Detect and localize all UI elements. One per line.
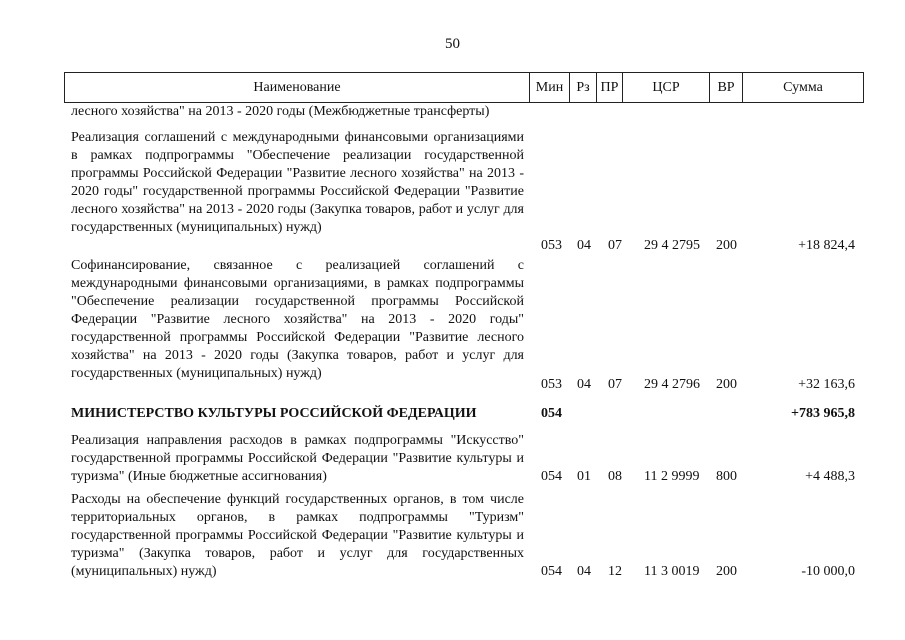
row-rz: 04 xyxy=(577,238,591,253)
header-name: Наименование xyxy=(65,73,530,102)
table-row xyxy=(0,405,905,423)
table-row xyxy=(0,129,905,255)
header-min: Мин xyxy=(530,73,570,102)
row-rz: 04 xyxy=(577,377,591,392)
row-vr: 200 xyxy=(716,564,737,579)
row-min: 053 xyxy=(541,377,562,392)
row-vr: 800 xyxy=(716,469,737,484)
row-min: 054 xyxy=(541,406,562,421)
header-pr: ПР xyxy=(597,73,623,102)
row-csr: 11 3 0019 xyxy=(644,564,700,579)
row-sum: -10 000,0 xyxy=(801,564,855,579)
row-csr: 11 2 9999 xyxy=(644,469,700,484)
header-rz: Рз xyxy=(570,73,597,102)
row-rz: 04 xyxy=(577,564,591,579)
header-vr: ВР xyxy=(710,73,743,102)
page-number: 50 xyxy=(445,36,460,52)
row-csr: 29 4 2796 xyxy=(644,377,700,392)
header-csr: ЦСР xyxy=(623,73,710,102)
row-name: лесного хозяйства" на 2013 - 2020 годы (Межбюджетные трансферты) xyxy=(71,104,490,119)
row-rz: 01 xyxy=(577,469,591,484)
table-row xyxy=(0,257,905,394)
table-row xyxy=(0,491,905,581)
row-vr: 200 xyxy=(716,377,737,392)
row-csr: 29 4 2795 xyxy=(644,238,700,253)
table-row xyxy=(0,432,905,486)
row-name: Расходы на обеспечение функций государственных органов, в том числе территориальных органов, в рамках подпрограммы "Туризм" государственной программы Российской Федерации "Развитие культуры и туризма" (Закупка товаров, работ и услуг для государственных (муниципальных) нужд) xyxy=(71,492,524,579)
row-name: Реализация направления расходов в рамках подпрограммы "Искусство" государственной программы Российской Федерации "Развитие культуры и туризма" (Иные бюджетные ассигнования) xyxy=(71,433,524,484)
row-name: Софинансирование, связанное с реализацией соглашений с международными финансовыми организациями, в рамках подпрограммы "Обеспечение реализации государственной программы Российской Федерации "Развитие лесного хозяйства" на 2013 - 2020 годы" государственной программы Российской Федерации "Развитие лесного хозяйства" на 2013 - 2020 годы (Закупка товаров, работ и услуг для государственных (муниципальных) нужд) xyxy=(71,258,524,381)
row-min: 053 xyxy=(541,238,562,253)
row-pr: 07 xyxy=(608,238,622,253)
row-pr: 12 xyxy=(608,564,622,579)
row-name: МИНИСТЕРСТВО КУЛЬТУРЫ РОССИЙСКОЙ ФЕДЕРАЦИИ xyxy=(71,406,477,421)
row-min: 054 xyxy=(541,564,562,579)
row-sum: +783 965,8 xyxy=(791,406,855,421)
row-sum: +32 163,6 xyxy=(798,377,855,392)
header-sum: Сумма xyxy=(783,79,823,95)
table-header xyxy=(64,72,864,103)
row-sum: +4 488,3 xyxy=(805,469,855,484)
table-row xyxy=(0,103,905,121)
row-min: 054 xyxy=(541,469,562,484)
row-vr: 200 xyxy=(716,238,737,253)
row-pr: 07 xyxy=(608,377,622,392)
row-sum: +18 824,4 xyxy=(798,238,855,253)
row-name: Реализация соглашений с международными финансовыми организациями в рамках подпрограммы "Обеспечение реализации государственной программы Российской Федерации "Развитие лесного хозяйства" на 2013 - 2020 годы" государственной программы Российской Федерации "Развитие лесного хозяйства" на 2013 - 2020 годы (Закупка товаров, работ и услуг для государственных (муниципальных) нужд) xyxy=(71,130,524,235)
row-pr: 08 xyxy=(608,469,622,484)
